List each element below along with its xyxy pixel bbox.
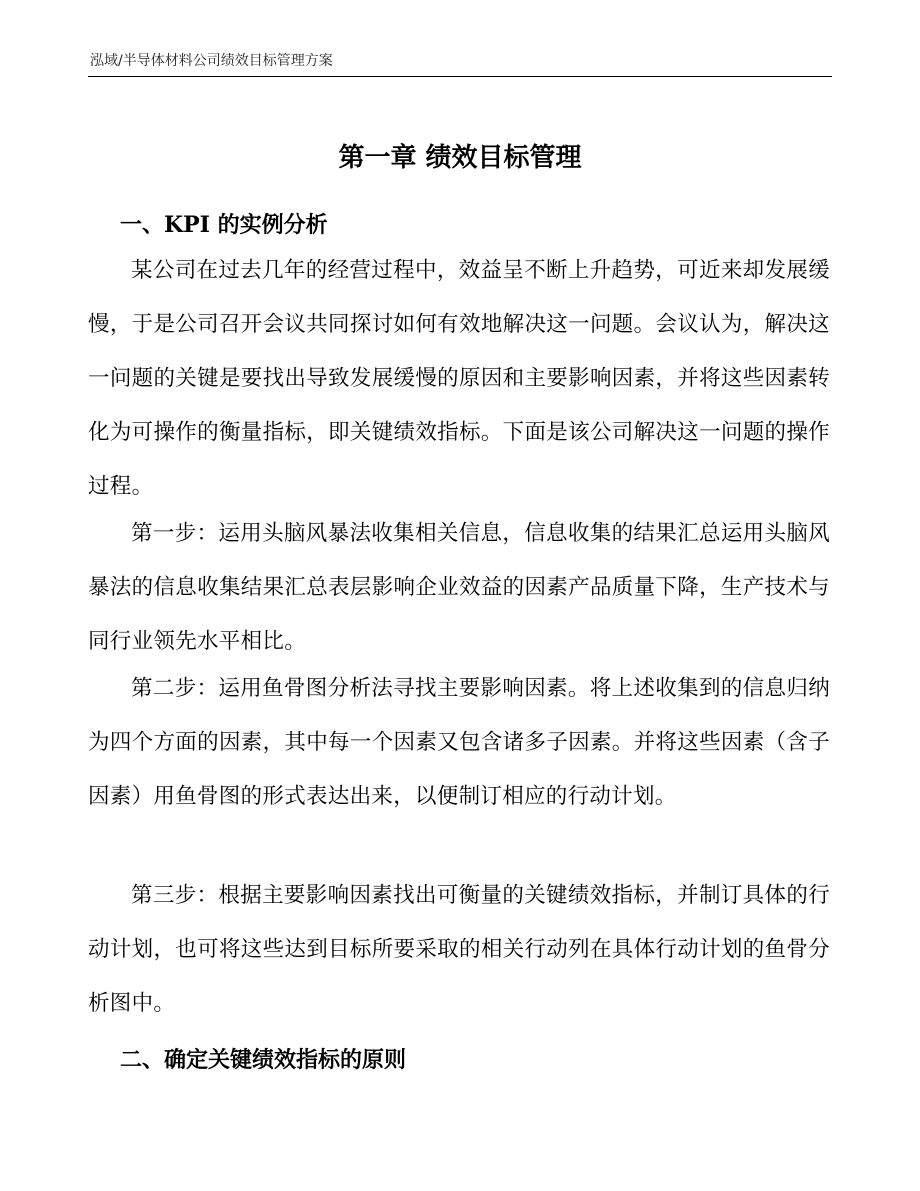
chapter-title: 第一章 绩效目标管理 [338, 143, 582, 173]
running-header: 泓域/半导体材料公司绩效目标管理方案 [90, 53, 333, 69]
section-heading-kpi-example: 一、KPI 的实例分析 [120, 212, 328, 238]
paragraph-step-two: 第二步：运用鱼骨图分析法寻找主要影响因素。将上述收集到的信息归纳为四个方面的因素，其中每一个因素又包含诸多子因素。并将这些因素（含子因素）用鱼骨图的形式表达出来，以便制订相应的行动计划。 [88, 676, 830, 809]
paragraph-intro: 某公司在过去几年的经营过程中，效益呈不断上升趋势，可近来却发展缓慢，于是公司召开会议共同探讨如何有效地解决这一问题。会议认为，解决这一问题的关键是要找出导致发展缓慢的原因和主要影响因素，并将这些因素转化为可操作的衡量指标，即关键绩效指标。下面是该公司解决这一问题的操作过程。 [88, 258, 830, 499]
section-heading-kpi-principles: 二、确定关键绩效指标的原则 [120, 1047, 407, 1073]
paragraph-step-one: 第一步：运用头脑风暴法收集相关信息，信息收集的结果汇总运用头脑风暴法的信息收集结果汇总表层影响企业效益的因素产品质量下降，生产技术与同行业领先水平相比。 [88, 521, 830, 654]
paragraph-step-three: 第三步：根据主要影响因素找出可衡量的关键绩效指标，并制订具体的行动计划，也可将这些达到目标所要采取的相关行动列在具体行动计划的鱼骨分析图中。 [88, 883, 830, 1016]
header-divider [88, 76, 832, 77]
